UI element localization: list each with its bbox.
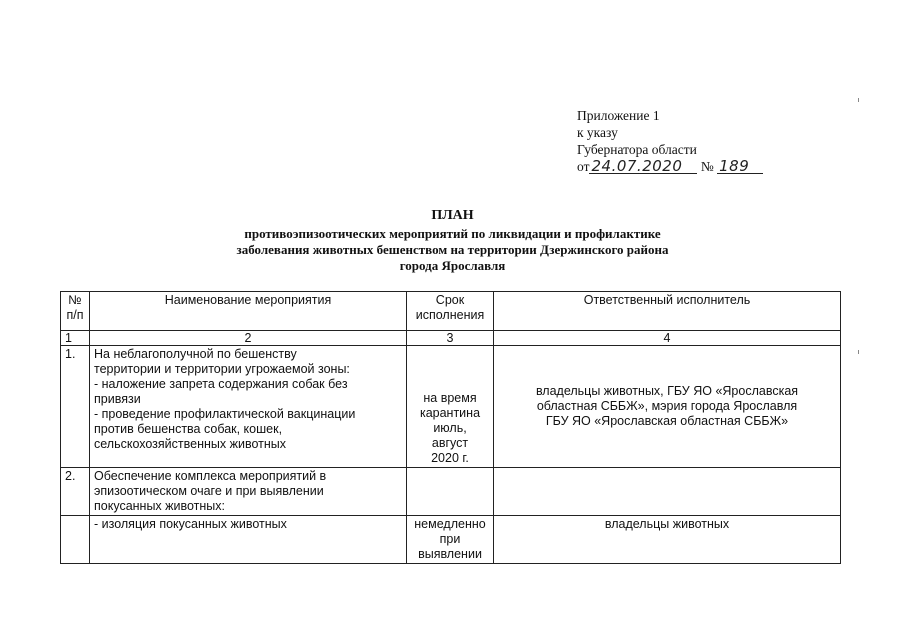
term-line: карантина: [419, 406, 481, 420]
executor-line: областная СББЖ», мэрия города Ярославля: [536, 399, 798, 413]
header-term-line-2: исполнения: [415, 308, 485, 322]
header-num-line-1: №: [68, 293, 82, 307]
table-row: [61, 468, 841, 516]
measure-line: - изоляция покусанных животных: [94, 517, 287, 531]
measure-line: - наложение запрета содержания собак без: [94, 377, 348, 391]
table-row: [61, 346, 841, 468]
header-num: [61, 292, 90, 331]
table-header-row: [61, 292, 841, 331]
header-name: Наименование мероприятия: [90, 292, 407, 331]
appendix-line-3: Губернатора области: [577, 142, 697, 157]
executor-line: владельцы животных: [604, 517, 730, 531]
appendix-line-2: к указу: [577, 125, 618, 140]
plan-table: [60, 291, 841, 564]
term-line: июль,: [433, 421, 467, 435]
row-measure: [90, 516, 407, 564]
document-title: [180, 208, 725, 274]
row-measure: [90, 468, 407, 516]
measure-line: - проведение профилактической вакцинации: [94, 407, 356, 421]
row-term: [407, 516, 494, 564]
appendix-date-line: [577, 158, 763, 175]
title-line-1: противоэпизоотических мероприятий по ликвидации и профилактике: [244, 226, 661, 241]
column-number: 3: [407, 331, 494, 346]
row-number: 1.: [61, 346, 90, 468]
handwritten-date: 24.07.2020: [589, 159, 697, 174]
from-label: от: [577, 159, 590, 174]
measure-line: территории и территории угрожаемой зоны:: [94, 362, 350, 376]
number-label: №: [700, 159, 714, 174]
measure-line: эпизоотическом очаге и при выявлении: [94, 484, 324, 498]
row-executor: [494, 468, 841, 516]
term-line: на время: [423, 391, 477, 405]
term-line: выявлении: [418, 547, 482, 561]
measure-line: сельскохозяйственных животных: [94, 437, 286, 451]
executor-line: владельцы животных, ГБУ ЯО «Ярославская: [535, 384, 799, 398]
measure-line: против бешенства собак, кошек,: [94, 422, 283, 436]
header-term: [407, 292, 494, 331]
measure-line: покусанных животных:: [94, 499, 226, 513]
column-number: 1: [61, 331, 90, 346]
measure-line: На неблагополучной по бешенству: [94, 347, 297, 361]
row-number: [61, 516, 90, 564]
title-line-2: заболевания животных бешенством на территории Дзержинского района: [236, 242, 669, 257]
row-executor: [494, 516, 841, 564]
plan-heading: ПЛАН: [431, 208, 474, 223]
scan-mark: [858, 98, 859, 102]
executor-line: ГБУ ЯО «Ярославская областная СББЖ»: [545, 414, 789, 428]
term-line: немедленно: [414, 517, 486, 531]
row-term: [407, 346, 494, 468]
measure-line: Обеспечение комплекса мероприятий в: [94, 469, 327, 483]
column-number-row: [61, 331, 841, 346]
appendix-block: [577, 107, 763, 175]
header-term-line-1: Срок: [435, 293, 465, 307]
row-term: [407, 468, 494, 516]
table-row: [61, 516, 841, 564]
term-line: август: [431, 436, 469, 450]
measure-line: привязи: [94, 392, 141, 406]
column-number: 4: [494, 331, 841, 346]
scan-mark: [858, 350, 859, 354]
header-executor: Ответственный исполнитель: [494, 292, 841, 331]
term-line: 2020 г.: [431, 451, 469, 465]
term-line: при: [439, 532, 461, 546]
title-line-3: города Ярославля: [399, 258, 506, 273]
appendix-line-1: Приложение 1: [577, 108, 660, 123]
row-executor: [494, 346, 841, 468]
column-number: 2: [90, 331, 407, 346]
row-measure: [90, 346, 407, 468]
row-number: 2.: [61, 468, 90, 516]
handwritten-number: 189: [717, 159, 763, 174]
header-num-line-2: п/п: [66, 308, 84, 322]
